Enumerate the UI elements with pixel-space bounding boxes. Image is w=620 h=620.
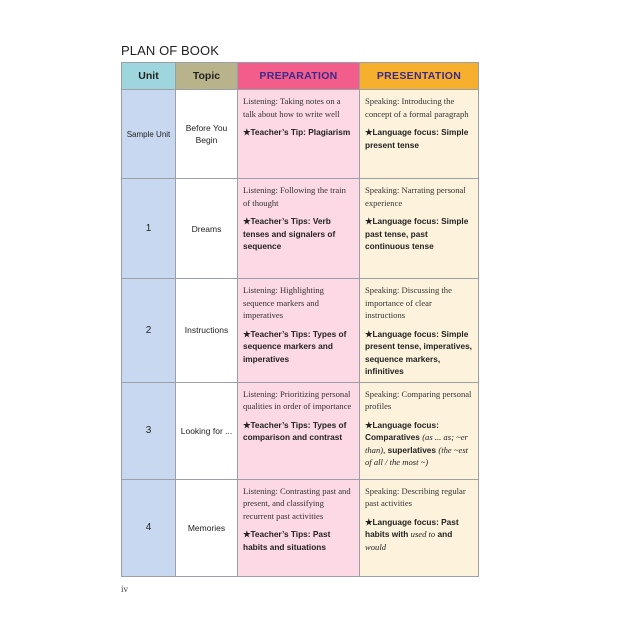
preparation-cell [238,479,360,576]
table-row [122,90,479,179]
language-focus: ★Language focus: Simple present tense, imperatives, sequence markers, infinitives [365,328,472,376]
presentation-cell [360,179,479,279]
star-icon: ★ [365,127,373,137]
preparation-cell [238,179,360,279]
presentation-text: Speaking: Describing regular past activities [365,485,466,508]
table-row [122,179,479,279]
star-icon: ★ [365,516,373,527]
preparation-text: Listening: Taking notes on a talk about how to write well [243,96,341,119]
table-row [122,479,479,576]
unit-cell: 1 [122,179,176,279]
preparation-text: Listening: Highlighting sequence markers and imperatives [243,285,324,320]
unit-cell: 2 [122,279,176,383]
star-icon: ★ [243,529,251,539]
topic-cell: Before You Begin [176,90,238,179]
preparation-text: Listening: Prioritizing personal qualities in order of importance [243,388,352,411]
presentation-text: Speaking: Narrating personal experience [365,185,466,208]
plan-of-book-table [121,62,479,577]
presentation-cell [360,479,479,576]
star-icon: ★ [243,328,251,339]
preparation-cell [238,279,360,383]
preparation-text: Listening: Following the train of thought [243,185,346,208]
header-topic: Topic [176,63,238,90]
language-focus: ★Language focus: Simple past tense, past continuous tense [365,216,469,251]
topic-cell: Looking for ... [176,382,238,479]
teacher-tip: ★Teacher’s Tips: Verb tenses and signalers of sequence [243,216,336,251]
topic-cell: Memories [176,479,238,576]
unit-cell: Sample Unit [122,90,176,179]
topic-cell: Dreams [176,179,238,279]
star-icon: ★ [243,127,251,137]
header-row [122,63,479,90]
teacher-tip: ★Teacher’s Tips: Past habits and situations [243,529,331,552]
presentation-cell [360,382,479,479]
teacher-tip: ★Teacher’s Tip: Plagiarism [243,127,351,137]
topic-cell: Instructions [176,279,238,383]
header-preparation: PREPARATION [238,63,360,90]
presentation-text: Speaking: Comparing personal profiles [365,388,472,411]
language-focus: ★Language focus: Simple present tense [365,127,469,150]
star-icon: ★ [243,419,251,430]
star-icon: ★ [365,419,373,430]
header-unit: Unit [122,63,176,90]
language-focus: ★Language focus: Past habits with used to and would [365,516,459,552]
table-row [122,382,479,479]
preparation-cell [238,382,360,479]
language-focus: ★Language focus: Comparatives (as ... as; ~er than), superlatives (the ~est of all / the most ~) [365,419,469,467]
star-icon: ★ [365,328,373,339]
preparation-cell [238,90,360,179]
presentation-text: Speaking: Introducing the concept of a formal paragraph [365,96,469,119]
preparation-text: Listening: Contrasting past and present, and classifying recurrent past activities [243,485,351,521]
page-title: PLAN OF BOOK [121,43,220,58]
unit-cell: 3 [122,382,176,479]
teacher-tip: ★Teacher’s Tips: Types of comparison and contrast [243,419,347,442]
star-icon: ★ [365,216,373,226]
presentation-text: Speaking: Discussing the importance of clear instructions [365,285,452,320]
presentation-cell [360,90,479,179]
unit-cell: 4 [122,479,176,576]
star-icon: ★ [243,216,251,226]
presentation-cell [360,279,479,383]
table-row [122,279,479,383]
header-presentation: PRESENTATION [360,63,479,90]
page-number: iv [121,584,129,594]
teacher-tip: ★Teacher’s Tips: Types of sequence markers and imperatives [243,328,347,364]
